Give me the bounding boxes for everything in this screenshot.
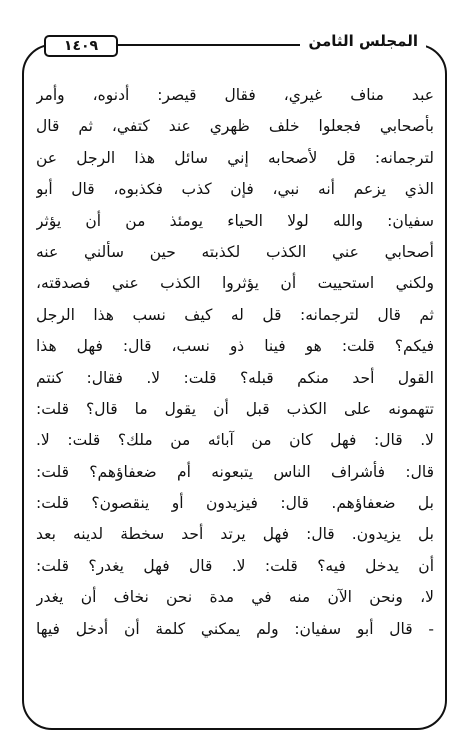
text-line: القول أحد منكم قبله؟ قلت: لا. فقال: كنتم [36, 368, 434, 387]
text-line: عبد مناف غيري، فقال قيصر: أدنوه، وأمر [36, 86, 434, 104]
text-line: فيكم؟ قلت: هو فينا ذو نسب، قال: فهل هذا [36, 337, 434, 356]
body-text [36, 80, 434, 645]
text-line: ثم قال لترجمانه: قل له كيف نسب هذا الرجل [36, 305, 434, 324]
text-line: أصحابي عني الكذب لكذبته حين سألني عنه [36, 242, 434, 261]
text-line: بأصحابي فجعلوا خلف ظهري عند كتفي، ثم قال [36, 117, 434, 136]
chapter-title: المجلس الثامن [300, 30, 426, 52]
text-line: لترجمانه: قل لأصحابه إني سائل هذا الرجل عن [36, 148, 434, 167]
text-line: - قال أبو سفيان: ولم يمكني كلمة أن أدخل فيها [36, 619, 434, 638]
text-line: لا. قال: فهل كان من آبائه من ملك؟ قلت: لا. [36, 431, 434, 450]
text-line: بل يزيدون. قال: فهل يرتد أحد سخطة لدينه بعد [36, 525, 434, 544]
page-number: ١٤٠٩ [44, 35, 118, 57]
text-line: تتهمونه على الكذب قبل أن يقول ما قال؟ قلت: [36, 399, 434, 418]
text-line: الذي يزعم أنه نبي، فإن كذب فكذبوه، قال أبو [36, 180, 434, 199]
text-line: ولكني استحييت أن يؤثروا الكذب عني فصدقته، [36, 274, 434, 293]
text-line: لا، ونحن الآن منه في مدة نحن نخاف أن يغدر [36, 588, 434, 607]
text-line: بل ضعفاؤهم. قال: فيزيدون أو ينقصون؟ قلت: [36, 494, 434, 513]
text-line: أن يدخل فيه؟ قلت: لا. قال فهل يغدر؟ قلت: [36, 556, 434, 575]
text-line: قال: فأشراف الناس يتبعونه أم ضعفاؤهم؟ قلت: [36, 462, 434, 481]
text-line: سفيان: والله لولا الحياء يومئذ من أن يؤثر [36, 211, 434, 230]
